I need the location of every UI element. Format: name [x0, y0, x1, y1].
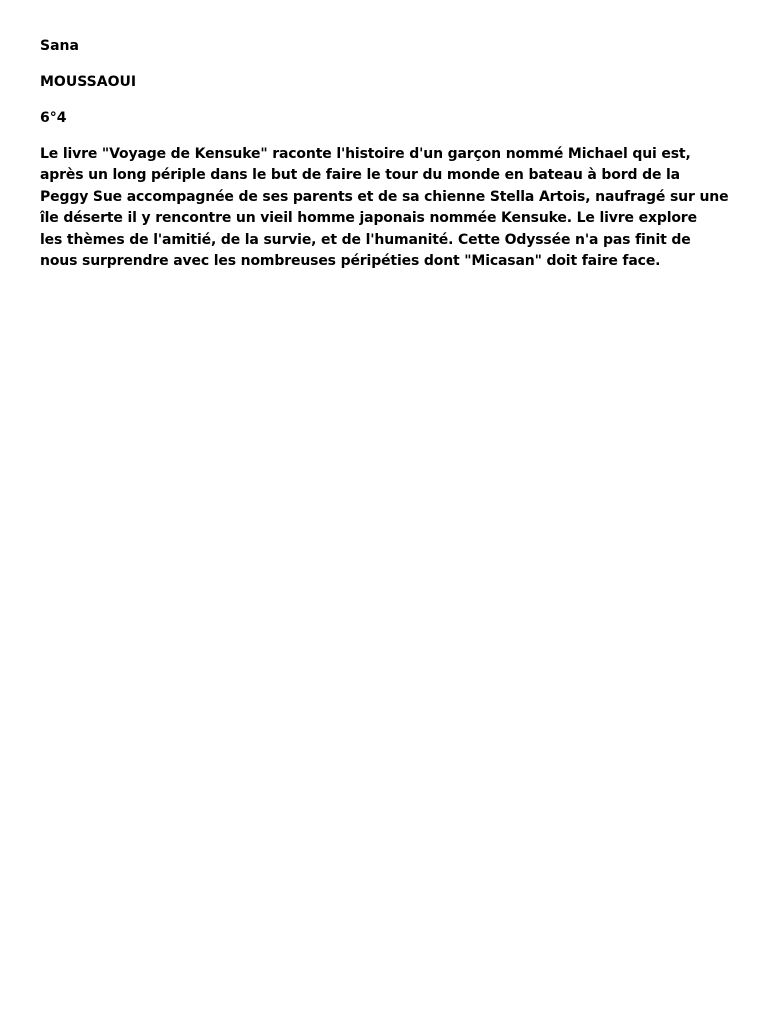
paragraph-line: Peggy Sue accompagnée de ses parents et de sa chienne Stella Artois, naufragé sur une — [40, 188, 729, 205]
document-page — [40, 36, 740, 272]
paragraph-line: île déserte il y rencontre un vieil homme japonais nommée Kensuke. Le livre explore — [40, 210, 697, 227]
summary-paragraph — [40, 144, 740, 272]
paragraph-line: après un long périple dans le but de faire le tour du monde en bateau à bord de la — [40, 167, 680, 184]
last-name: MOUSSAOUI — [40, 74, 137, 90]
first-name: Sana — [40, 38, 79, 54]
paragraph-line: nous surprendre avec les nombreuses péripéties dont "Micasan" doit faire face. — [40, 253, 661, 270]
class-label: 6°4 — [40, 110, 67, 126]
paragraph-line: Le livre "Voyage de Kensuke" raconte l'histoire d'un garçon nommé Michael qui est, — [40, 146, 691, 162]
paragraph-line: les thèmes de l'amitié, de la survie, et de l'humanité. Cette Odyssée n'a pas finit de — [40, 231, 691, 248]
